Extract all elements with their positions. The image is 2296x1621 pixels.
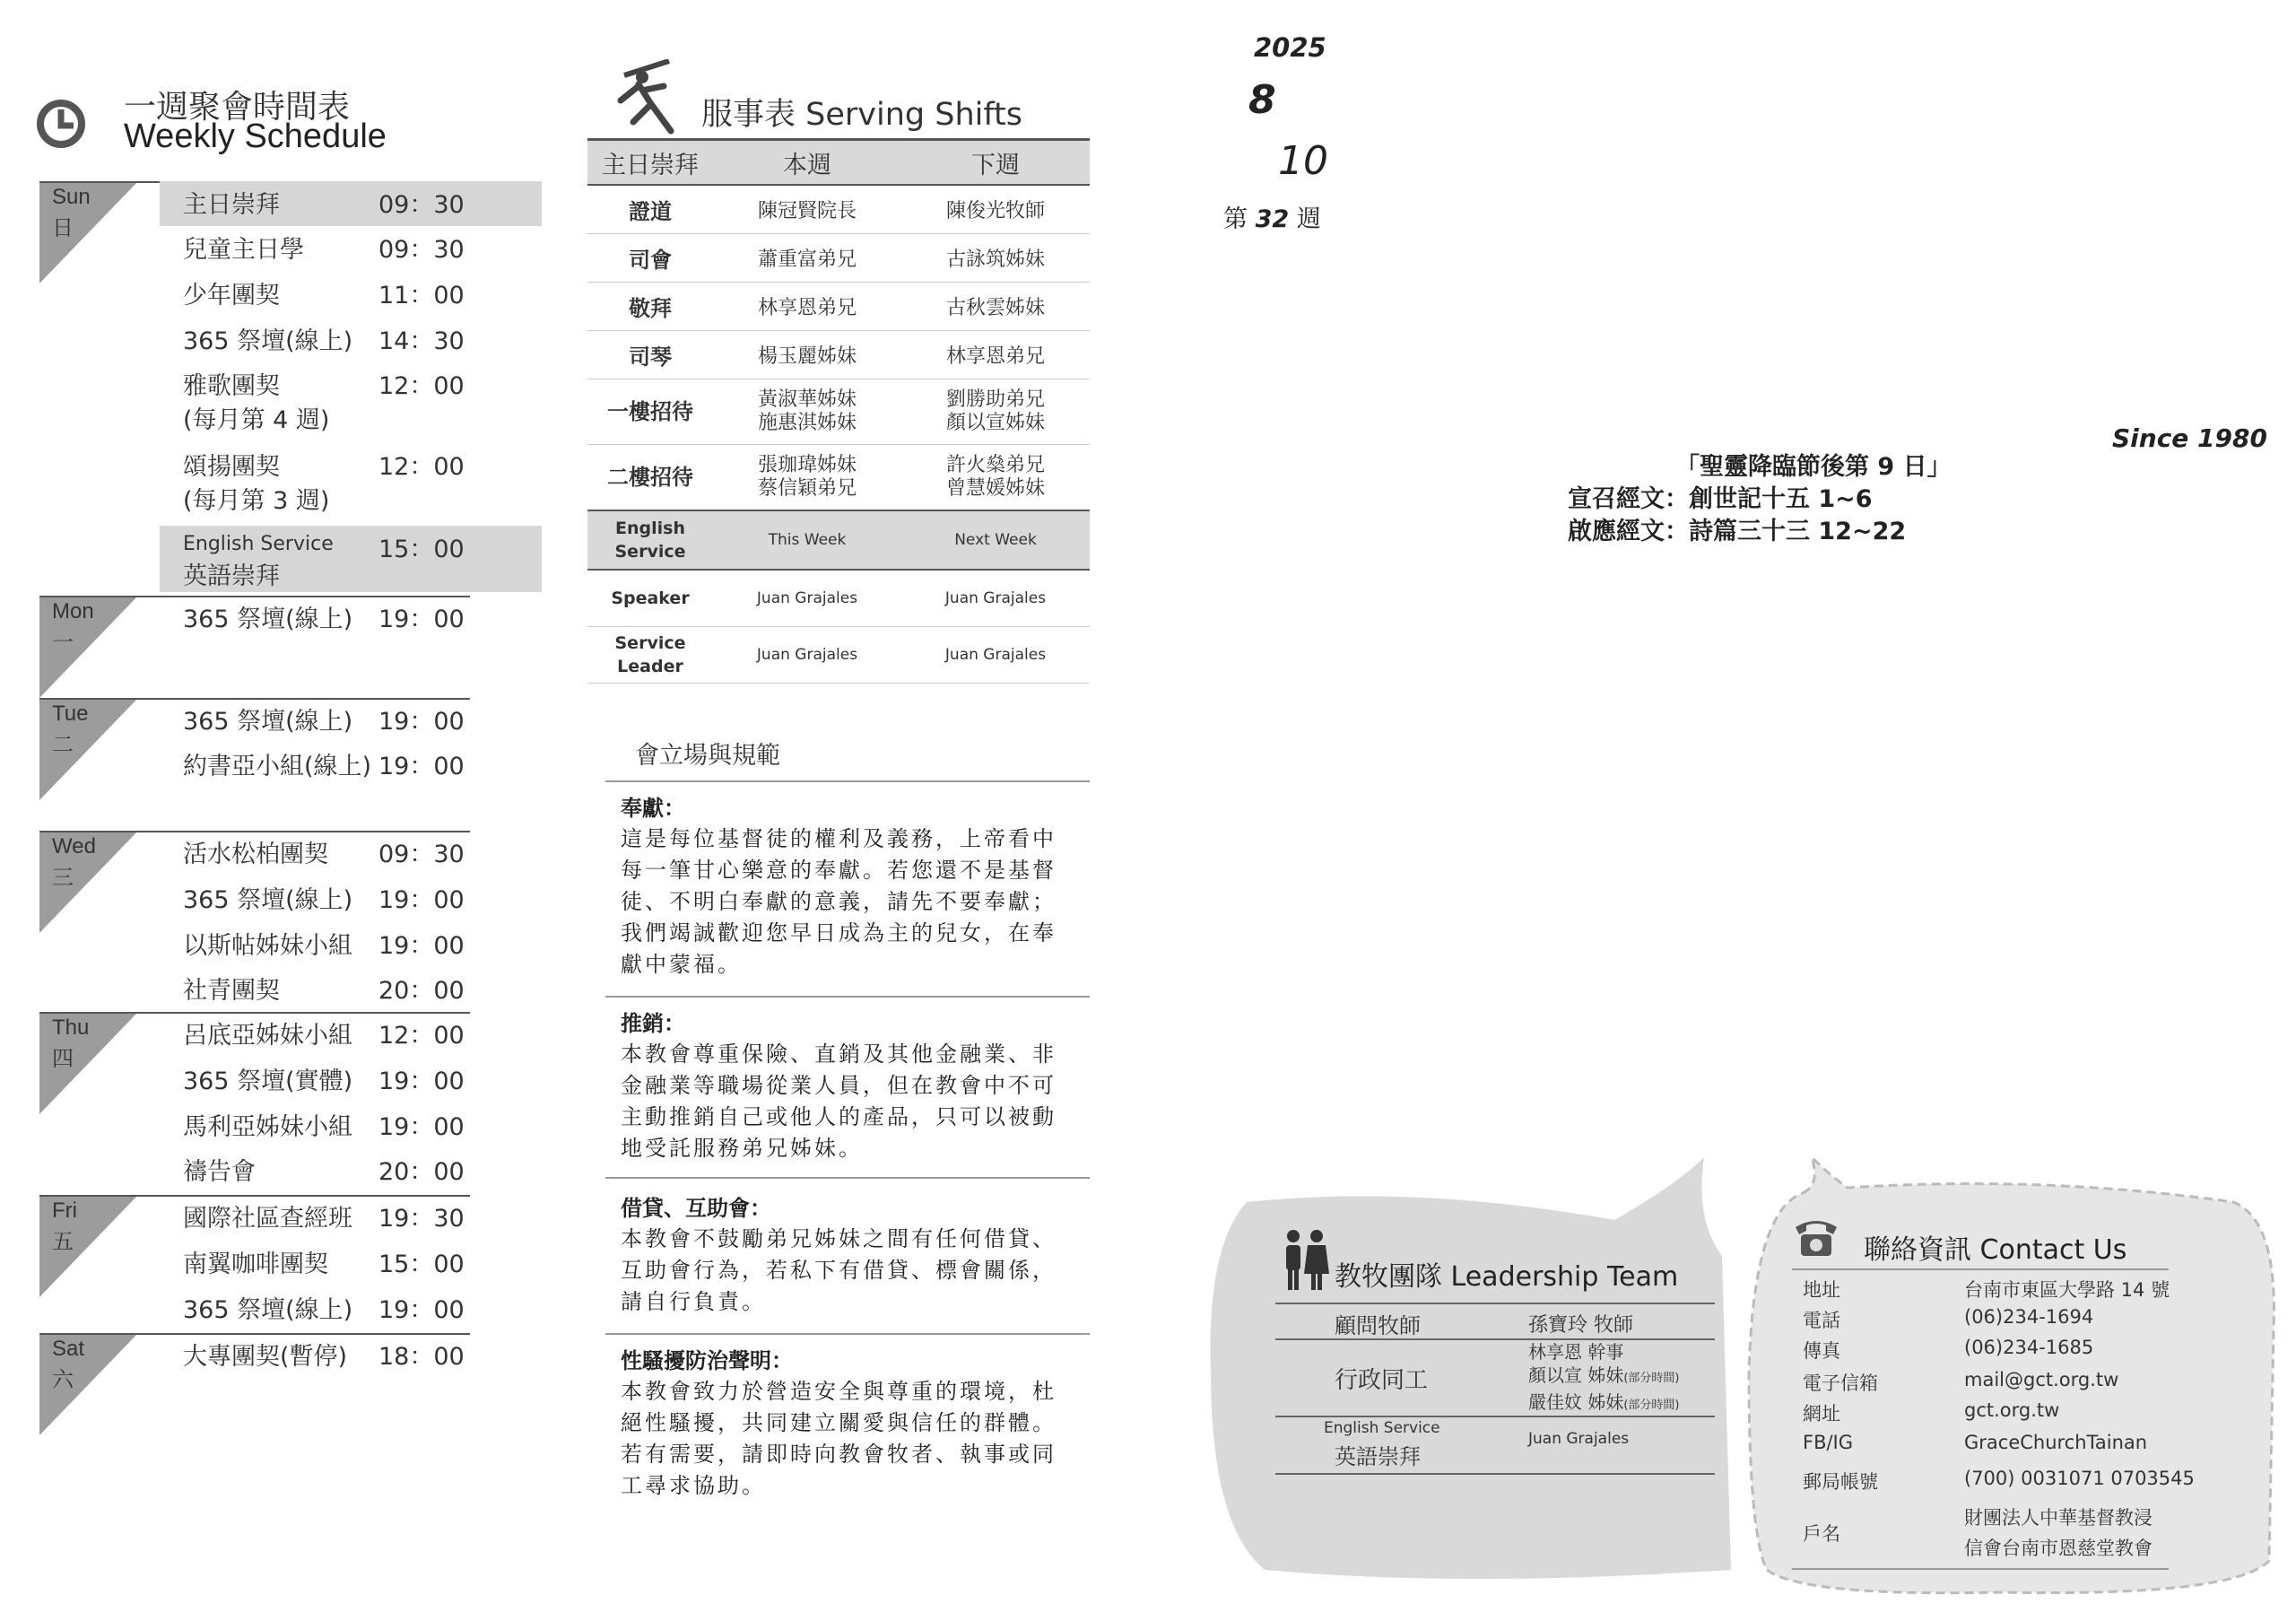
policy-heading: 借貸、互助會： (621, 1195, 771, 1221)
serving-name: 顏以宣姊妹 (945, 412, 1045, 434)
since-year: Since 1980 (2112, 423, 2267, 453)
policy-line: 本教會尊重保險、直銷及其他金融業、非 (621, 1041, 1057, 1067)
contact-key: 傳真 (1803, 1340, 1840, 1362)
event-time: 19：00 (378, 932, 465, 960)
event-name: 活水松柏團契 (183, 841, 328, 868)
serving-next-week: 古秋雲姊妹 (901, 283, 1090, 331)
policy-title: 會立場與規範 (635, 742, 780, 770)
leadership-title: 教牧團隊 Leadership Team (1335, 1261, 1679, 1293)
staff-note: (部分時間) (1623, 1399, 1680, 1412)
table-row (587, 234, 1090, 283)
event-name: 兒童主日學 (183, 236, 304, 264)
contact-value: 台南市東區大學路 14 號 (1964, 1279, 2170, 1301)
event-time: 09：30 (378, 841, 465, 868)
policy-line: 這是每位基督徒的權利及義務，上帝看中 (621, 826, 1057, 851)
event-time: 19：00 (378, 1296, 465, 1324)
event-time: 12：00 (378, 372, 465, 400)
serving-this-week: 蕭重富弟兄 (713, 234, 901, 283)
day-mon (39, 596, 542, 696)
serving-shifts-title: 服事表 Serving Shifts (701, 97, 1023, 133)
contact-key: 郵局帳號 (1803, 1471, 1878, 1493)
staff-member (1528, 1364, 1680, 1390)
clock-icon (36, 99, 86, 149)
event-name: 南翼咖啡團契 (183, 1251, 328, 1278)
serving-next-week: Juan Grajales (901, 570, 1090, 627)
policy-line: 我們竭誠歡迎您早日成為主的兒女，在奉 (621, 920, 1057, 946)
contact-value: 財團法人中華基督教浸 (1964, 1507, 2152, 1529)
policy-heading: 推銷： (621, 1010, 685, 1036)
serving-role: 司會 (587, 234, 713, 283)
staff-note: (部分時間) (1623, 1372, 1680, 1385)
policy-item-offering (621, 793, 1078, 980)
policy-line: 若有需要，請即時向教會牧者、執事或同 (621, 1442, 1057, 1467)
leadership-english-row (1275, 1419, 1715, 1473)
event-row (160, 1333, 542, 1378)
day-label-en: Sun (52, 185, 91, 209)
policy-line: 絕性騷擾，共同建立關愛與信任的群體。 (621, 1410, 1057, 1435)
event-row (160, 1148, 542, 1193)
contact-value[interactable]: mail@gct.org.tw (1964, 1369, 2119, 1390)
week-suffix: 週 (1296, 205, 1321, 233)
serving-header-next-week: 下週 (901, 140, 1090, 186)
policy-divider (605, 996, 1090, 998)
table-row (587, 445, 1090, 511)
people-icon (1281, 1229, 1329, 1292)
english-label-line: Service (614, 542, 686, 562)
day-label-zh: 一 (52, 630, 74, 655)
event-row (160, 1012, 542, 1057)
serving-role (587, 627, 713, 684)
serving-name: 張珈瑋姊妹 (757, 454, 857, 476)
contact-key: 網址 (1803, 1403, 1840, 1425)
policy-line: 工尋求協助。 (621, 1473, 766, 1498)
event-time: 19：00 (378, 1113, 465, 1141)
role-line: Leader (617, 657, 683, 676)
event-name: English Service (183, 533, 334, 555)
event-time: 19：00 (378, 753, 465, 780)
date-day: 10 (1278, 138, 1328, 184)
policy-heading: 奉獻： (621, 795, 685, 821)
event-row (160, 362, 542, 443)
event-time: 19：00 (378, 708, 465, 736)
event-row (160, 831, 542, 876)
contact-title: 聯絡資訊 Contact Us (1864, 1234, 2127, 1266)
table-row (587, 185, 1090, 234)
event-time: 09：30 (378, 191, 465, 219)
table-row (587, 570, 1090, 627)
serving-role: Speaker (587, 570, 713, 627)
event-row (160, 443, 542, 524)
event-row (160, 876, 542, 921)
event-time: 15：00 (378, 536, 465, 563)
event-row (160, 1103, 542, 1148)
staff-label: 行政同工 (1335, 1367, 1429, 1394)
day-label-zh: 五 (52, 1229, 74, 1254)
event-time: 19：30 (378, 1205, 465, 1233)
event-name: 頌揚團契 (183, 453, 280, 481)
event-time: 19：00 (378, 886, 465, 914)
contact-key: FB/IG (1803, 1432, 1854, 1453)
event-name: 大專團契(暫停) (183, 1343, 348, 1371)
event-name: 以斯帖姊妹小組 (183, 932, 352, 960)
event-time: 19：00 (378, 606, 465, 633)
contact-row-account-name (1803, 1503, 2197, 1566)
staff-name: 林享恩 幹事 (1528, 1341, 1624, 1363)
advisor-label: 顧問牧師 (1335, 1313, 1421, 1338)
event-note: 英語崇拜 (183, 562, 280, 590)
serving-table (587, 138, 1090, 684)
event-name: 呂底亞姊妹小組 (183, 1022, 352, 1050)
english-pastor: Juan Grajales (1528, 1430, 1630, 1448)
serving-header-row (587, 140, 1090, 186)
serving-this-week (713, 445, 901, 511)
event-note: (每月第 4 週) (183, 406, 330, 434)
weekly-schedule-title-en: Weekly Schedule (124, 118, 387, 155)
event-time: 11：00 (378, 282, 465, 309)
leadership-advisor-row (1275, 1308, 1715, 1338)
event-name: 馬利亞姊妹小組 (183, 1113, 352, 1141)
day-label-en: Tue (52, 702, 89, 726)
role-line: Service (614, 633, 686, 653)
contact-value: (700) 0031071 0703545 (1964, 1468, 2195, 1489)
event-time: 20：00 (378, 977, 465, 1005)
call-to-worship-scripture: 宣召經文：創世記十五 1~6 (1568, 485, 1873, 513)
day-thu (39, 1012, 542, 1195)
day-label-en: Sat (52, 1337, 85, 1361)
advisor-name: 孫寶玲 牧師 (1528, 1314, 1633, 1337)
contact-value[interactable]: GraceChurchTainan (1964, 1432, 2148, 1453)
table-row (587, 379, 1090, 445)
staff-list (1528, 1340, 1680, 1417)
staff-member (1528, 1340, 1680, 1364)
staff-member (1528, 1390, 1680, 1417)
event-name: 禱告會 (183, 1158, 256, 1186)
event-row (160, 272, 542, 317)
policy-divider (605, 780, 1090, 782)
policy-line: 徒、不明白奉獻的意義，請先不要奉獻； (621, 889, 1057, 914)
serving-next-week: Juan Grajales (901, 627, 1090, 684)
policy-line: 每一筆甘心樂意的奉獻。若您還不是基督 (621, 858, 1057, 883)
policy-item-lending (621, 1193, 1078, 1318)
serving-role: 二樓招待 (587, 445, 713, 511)
policy-item-harassment (621, 1346, 1078, 1502)
serving-role: 司琴 (587, 331, 713, 379)
leadership-staff-row (1275, 1340, 1715, 1416)
event-name: 少年團契 (183, 282, 280, 309)
event-name: 365 祭壇(線上) (183, 327, 353, 355)
serving-name: 曾慧媛姊妹 (945, 477, 1045, 500)
day-label-zh: 日 (52, 215, 74, 240)
table-row (587, 283, 1090, 331)
serving-header-this-week: 本週 (713, 140, 901, 186)
contact-key: 地址 (1803, 1279, 1840, 1301)
policy-line: 地受託服務弟兄姊妹。 (621, 1136, 863, 1161)
contact-key: 電話 (1803, 1310, 1840, 1331)
serving-this-week: 林享恩弟兄 (713, 283, 901, 331)
serving-role: 敬拜 (587, 283, 713, 331)
event-name: 365 祭壇(線上) (183, 886, 353, 914)
serving-name: 蔡信穎弟兄 (757, 477, 857, 500)
event-time: 18：00 (378, 1343, 465, 1371)
serving-next-week (901, 445, 1090, 511)
policy-line: 本教會不鼓勵弟兄姊妹之間有任何借貸、 (621, 1226, 1057, 1251)
leadership-divider (1275, 1416, 1715, 1417)
serving-name: 黃淑華姊妹 (757, 388, 857, 411)
event-name: 雅歌團契 (183, 372, 280, 400)
event-name: 365 祭壇(線上) (183, 708, 353, 736)
policy-line: 互助會行為，若私下有借貸、標會關係， (621, 1258, 1057, 1283)
event-row (160, 922, 542, 967)
week-prefix: 第 (1223, 205, 1248, 233)
day-sun (39, 181, 542, 594)
event-name: 365 祭壇(線上) (183, 606, 353, 633)
serving-this-week: 陳冠賢院長 (713, 185, 901, 234)
day-label-en: Thu (52, 1015, 90, 1040)
event-time: 12：00 (378, 453, 465, 481)
day-label-en: Fri (52, 1198, 77, 1223)
event-row (160, 967, 542, 1012)
english-service-label (587, 510, 713, 570)
weekly-schedule-title-zh: 一週聚會時間表 (124, 89, 351, 126)
week-number: 32 (1255, 205, 1290, 233)
day-fri (39, 1195, 542, 1329)
event-name: 365 祭壇(實體) (183, 1068, 353, 1095)
event-row (160, 743, 542, 788)
policy-item-sales (621, 1008, 1078, 1164)
staff-name: 顏以宣 姊妹 (1528, 1364, 1624, 1386)
responsive-reading-scripture: 啟應經文：詩篇三十三 12~22 (1568, 518, 1907, 545)
staff-name: 嚴佳妏 姊妹 (1528, 1391, 1624, 1413)
day-label-zh: 六 (52, 1367, 74, 1392)
day-wed (39, 831, 542, 1010)
serving-next-week: 古詠筑姊妹 (901, 234, 1090, 283)
serving-this-week: Juan Grajales (713, 627, 901, 684)
serving-role: 證道 (587, 185, 713, 234)
serving-next-week (901, 379, 1090, 445)
event-row (160, 1286, 542, 1331)
event-time: 14：30 (378, 327, 465, 355)
contact-value: 信會台南市恩慈堂教會 (1964, 1538, 2152, 1559)
serving-role: 一樓招待 (587, 379, 713, 445)
policy-line: 主動推銷自己或他人的產品，只可以被動 (621, 1104, 1057, 1129)
date-week (1223, 199, 1321, 234)
serving-name: 施惠淇姊妹 (757, 412, 857, 434)
event-time: 15：00 (378, 1251, 465, 1278)
contact-value: (06)234-1694 (1964, 1306, 2094, 1328)
day-sat (39, 1333, 542, 1435)
event-row (160, 181, 542, 226)
event-row (160, 1241, 542, 1285)
english-service-label-zh: 英語崇拜 (1335, 1444, 1421, 1469)
event-time: 20：00 (378, 1158, 465, 1186)
policy-line: 本教會致力於營造安全與尊重的環境，杜 (621, 1379, 1057, 1404)
event-row (160, 318, 542, 362)
table-row (587, 331, 1090, 379)
english-this-week-header: This Week (713, 510, 901, 570)
event-name: 國際社區查經班 (183, 1205, 352, 1233)
event-row (160, 226, 542, 271)
liturgical-day-title: 「聖靈降臨節後第 9 日」 (1675, 453, 1952, 481)
day-label-zh: 二 (52, 732, 74, 757)
day-label-en: Wed (52, 834, 96, 858)
event-name: 主日崇拜 (183, 191, 280, 219)
contact-divider (1792, 1268, 2169, 1270)
event-name: 約書亞小組(線上) (183, 753, 372, 780)
event-name: 365 祭壇(線上) (183, 1296, 353, 1324)
serving-next-week: 陳俊光牧師 (901, 185, 1090, 234)
serving-this-week: 楊玉麗姊妹 (713, 331, 901, 379)
event-time: 12：00 (378, 1022, 465, 1050)
event-row (160, 526, 542, 592)
serving-name: 許火燊弟兄 (945, 454, 1045, 476)
leadership-divider (1275, 1473, 1715, 1475)
english-next-week-header: Next Week (901, 510, 1090, 570)
serving-this-week (713, 379, 901, 445)
contact-value: (06)234-1685 (1964, 1337, 2094, 1358)
event-time: 19：00 (378, 1068, 465, 1095)
serving-header-service: 主日崇拜 (587, 140, 713, 186)
event-name: 社青團契 (183, 977, 280, 1005)
contact-key: 戶名 (1803, 1523, 1840, 1545)
policy-line: 請自行負責。 (621, 1289, 766, 1314)
event-time: 09：30 (378, 236, 465, 264)
day-tue (39, 698, 542, 824)
policy-divider (605, 1177, 1090, 1179)
event-row (160, 1195, 542, 1240)
serving-person-icon (606, 59, 687, 135)
telephone-icon (1792, 1215, 1840, 1258)
event-row (160, 596, 542, 641)
serving-this-week: Juan Grajales (713, 570, 901, 627)
leadership-divider (1275, 1303, 1715, 1304)
contact-value[interactable]: gct.org.tw (1964, 1399, 2060, 1421)
event-note: (每月第 3 週) (183, 487, 330, 515)
contact-divider (1792, 1568, 2169, 1570)
day-label-en: Mon (52, 599, 94, 623)
date-year: 2025 (1254, 32, 1326, 63)
policy-heading: 性騷擾防治聲明： (621, 1347, 793, 1373)
english-service-header-row (587, 510, 1090, 570)
table-row (587, 627, 1090, 684)
contact-key: 電子信箱 (1803, 1373, 1878, 1394)
day-label-zh: 四 (52, 1046, 74, 1071)
english-label-line: English (615, 519, 685, 538)
serving-next-week: 林享恩弟兄 (901, 331, 1090, 379)
day-label-zh: 三 (52, 865, 74, 890)
policy-divider (605, 1333, 1090, 1335)
english-service-label: English Service (1324, 1419, 1440, 1437)
serving-name: 劉勝助弟兄 (945, 388, 1045, 411)
weekly-schedule-header (36, 76, 538, 175)
event-row (160, 1058, 542, 1102)
policy-line: 獻中蒙福。 (621, 952, 742, 977)
policy-line: 金融業等職場從業人員，但在教會中不可 (621, 1073, 1057, 1098)
event-row (160, 698, 542, 743)
date-month: 8 (1248, 77, 1276, 123)
